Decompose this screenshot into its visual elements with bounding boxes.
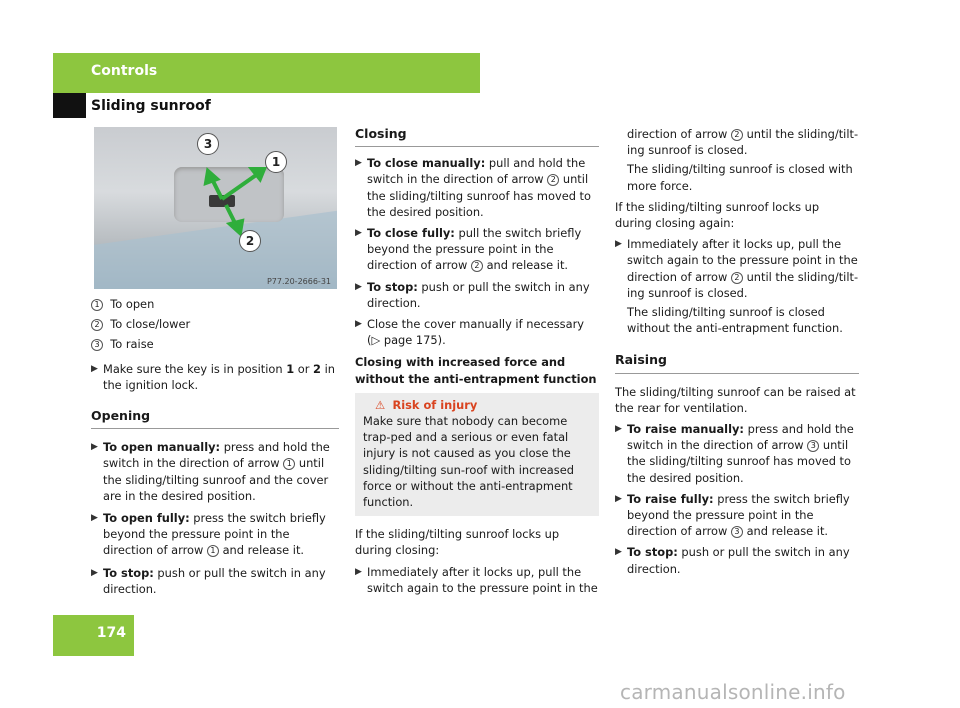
step-arrow-icon: ▶: [355, 228, 362, 239]
step-close-fully: ▶ To close fully: pull the switch briefly beyond the pressure point in the direction of arrow 2 and release it.: [355, 226, 582, 273]
step-immediately-again: ▶ Immediately after it locks up, pull the switch again to the pressure point in the direction of arrow 2 until the sliding/tilt-ing sunroof is closed.: [615, 237, 859, 300]
heading-force: Closing with increased force and without the anti-entrapment function: [355, 355, 597, 386]
legend-item-2: 2 To close/lower: [91, 316, 339, 332]
callout-3: 3: [197, 133, 219, 155]
locks-up-text: If the sliding/tilting sunroof locks up during closing:: [355, 527, 560, 558]
step-close-cover: ▶ Close the cover manually if necessary (▷ page 175).: [355, 317, 585, 348]
step-arrow-icon: ▶: [91, 363, 98, 374]
step-arrow-icon: ▶: [91, 442, 98, 453]
figure-code: P77.20-2666-31: [266, 277, 331, 286]
step-arrow-icon: ▶: [355, 158, 362, 169]
warning-title: Risk of injury: [392, 397, 478, 412]
heading-closing: Closing: [355, 126, 599, 147]
heading-raising: Raising: [615, 352, 859, 373]
left-column: [91, 296, 339, 597]
heading-opening: Opening: [91, 408, 339, 429]
closed-without-text: The sliding/tilting sunroof is closed without the anti-entrapment function.: [627, 305, 843, 336]
step-arrow-icon: ▶: [91, 567, 98, 578]
raising-intro: The sliding/tilting sunroof can be raised at the rear for ventilation.: [615, 384, 856, 415]
page-title: Sliding sunroof: [91, 98, 211, 114]
step-arrow-icon: ▶: [91, 513, 98, 524]
step-immediately: ▶ Immediately after it locks up, pull the switch again to the pressure point in the: [355, 564, 598, 595]
step-open-manually: ▶ To open manually: press and hold the switch in the direction of arrow 1 until the sliding/tilting sunroof and the cover are in the desired position.: [91, 440, 330, 503]
step-stop: ▶ To stop: push or pull the switch in any direction.: [91, 565, 326, 596]
step-arrow-icon: ▶: [615, 239, 622, 250]
continued-text: direction of arrow 2 until the sliding/tilt-ing sunroof is closed.: [627, 127, 859, 158]
step-stop: ▶ To stop: push or pull the switch in any direction.: [355, 279, 590, 310]
header-marker: [53, 93, 86, 118]
warning-box: [355, 393, 599, 516]
step-arrow-icon: ▶: [355, 566, 362, 577]
middle-column: [355, 126, 599, 596]
callout-1: 1: [265, 151, 287, 173]
legend-item-3: 3 To raise: [91, 336, 339, 352]
warning-text: Make sure that nobody can become trap-ped and a serious or even fatal injury is not caused as you close the sliding/tilting sun-roof with increased force or without the anti-entrapment function.: [363, 414, 574, 510]
page-ref-arrow-icon: ▷: [371, 333, 381, 348]
warning-triangle-icon: ⚠: [375, 397, 386, 412]
step-stop: ▶ To stop: push or pull the switch in any direction.: [615, 545, 850, 576]
section-label: Controls: [91, 63, 158, 79]
step-arrow-icon: ▶: [355, 281, 362, 292]
step-raise-manually: ▶ To raise manually: press and hold the switch in the direction of arrow 3 until the sliding/tilting sunroof has moved to the desired position.: [615, 422, 854, 485]
right-column: [615, 126, 859, 577]
prereq-step: ▶ Make sure the key is in position 1 or 2 in the ignition lock.: [91, 361, 335, 392]
step-arrow-icon: ▶: [355, 319, 362, 330]
step-close-manually: ▶ To close manually: pull and hold the switch in the direction of arrow 2 until the sliding/tilting sunroof has moved to the desired position.: [355, 156, 591, 219]
callout-2: 2: [239, 230, 261, 252]
page-number: 174: [96, 625, 126, 641]
locks-again-text: If the sliding/tilting sunroof locks up during closing again:: [615, 199, 820, 231]
step-raise-fully: ▶ To raise fully: press the switch briefly beyond the pressure point in the direction of arrow 3 and release it.: [615, 491, 850, 539]
legend-item-1: 1 To open: [91, 296, 339, 312]
sunroof-switch-photo: [94, 127, 337, 289]
step-arrow-icon: ▶: [615, 493, 622, 504]
step-arrow-icon: ▶: [615, 547, 622, 558]
step-arrow-icon: ▶: [615, 424, 622, 435]
step-open-fully: ▶ To open fully: press the switch briefly beyond the pressure point in the direction of arrow 1 and release it.: [91, 511, 326, 558]
watermark: carmanualsonline.info: [620, 680, 846, 704]
closed-force-text: The sliding/tilting sunroof is closed with more force.: [627, 162, 853, 193]
